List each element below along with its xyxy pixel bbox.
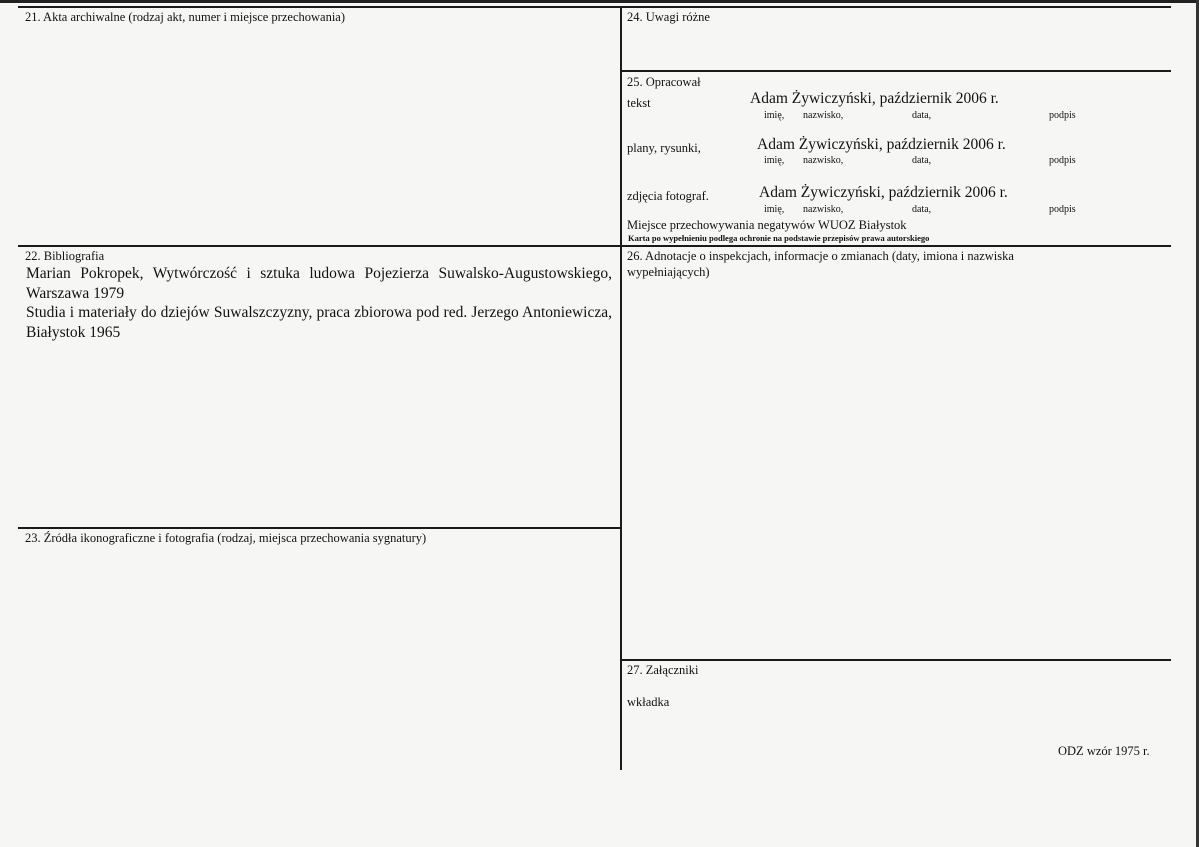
vertical-divider [620, 6, 622, 770]
row-role-photos: zdjęcia fotograf. [627, 189, 709, 203]
section-21-label: 21. Akta archiwalne (rodzaj akt, numer i miejsce przechowania) [25, 10, 346, 24]
rule-26-27 [621, 659, 1171, 661]
rule-22-23 [18, 527, 621, 529]
negatives-location: Miejsce przechowywania negatywów WUOZ Białystok [627, 218, 907, 232]
sub-imie: imię, [764, 204, 785, 215]
row-value-text: Adam Żywiczyński, październik 2006 r. [750, 90, 999, 107]
sub-podpis: podpis [1049, 204, 1076, 215]
row-role-plans: plany, rysunki, [627, 141, 701, 155]
sub-data: data, [912, 155, 932, 166]
rule-24-25 [621, 70, 1171, 72]
section-26-label: 26. Adnotacje o inspekcjach, informacje o zmianach (daty, imiona i nazwiska [627, 249, 1014, 263]
section-26-label-cont: wypełniających) [627, 265, 710, 279]
sub-nazwisko: nazwisko, [803, 155, 844, 166]
row-value-photos: Adam Żywiczyński, październik 2006 r. [759, 184, 1008, 201]
section-25-label: 25. Opracował [627, 75, 701, 89]
top-edge [0, 0, 1199, 3]
sub-podpis: podpis [1049, 110, 1076, 121]
bibliography-entry: Studia i materiały do dziejów Suwalszczyzny, praca zbiorowa pod red. Jerzego Antoniewicza, Białystok 1965 [26, 304, 612, 341]
section-22-label: 22. Bibliografia [25, 249, 105, 263]
sub-imie: imię, [764, 155, 785, 166]
rule-21-22 [18, 245, 1171, 247]
sub-nazwisko: nazwisko, [803, 110, 844, 121]
bibliography [26, 264, 612, 342]
section-27-label: 27. Załączniki [627, 663, 699, 677]
form-footer: ODZ wzór 1975 r. [1058, 744, 1150, 758]
row-role-text: tekst [627, 96, 651, 110]
sub-data: data, [912, 204, 932, 215]
top-rule [18, 6, 1171, 8]
section-24-label: 24. Uwagi różne [627, 10, 710, 24]
sub-nazwisko: nazwisko, [803, 204, 844, 215]
attachment-value: wkładka [627, 695, 670, 709]
copyright-notice: Karta po wypełnieniu podlega ochronie na podstawie przepisów prawa autorskiego [628, 233, 930, 243]
section-23-label: 23. Źródła ikonograficzne i fotografia (rodzaj, miejsca przechowania sygnatury) [25, 531, 427, 545]
sub-podpis: podpis [1049, 155, 1076, 166]
sub-data: data, [912, 110, 932, 121]
sub-imie: imię, [764, 110, 785, 121]
bibliography-entry: Marian Pokropek, Wytwórczość i sztuka ludowa Pojezierza Suwalsko-Augustowskiego, Warszawa 1979 [26, 265, 612, 302]
row-value-plans: Adam Żywiczyński, październik 2006 r. [757, 136, 1006, 153]
